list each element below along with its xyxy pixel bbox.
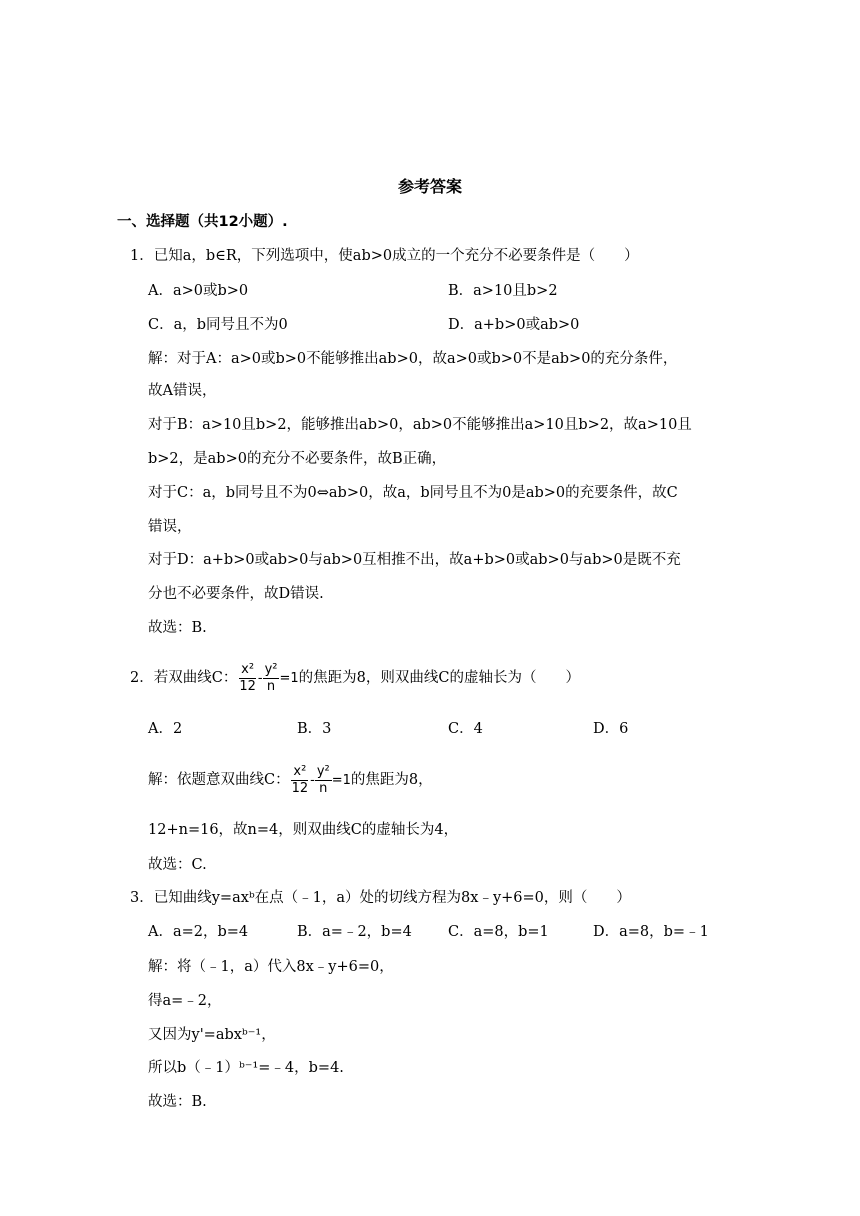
q1-stem: 1．已知a，b∈R，下列选项中，使ab>0成立的一个充分不必要条件是（ ） bbox=[130, 248, 639, 264]
q2-solution-line bbox=[148, 762, 433, 799]
q2-option-c: C．4 bbox=[448, 721, 483, 737]
q1-option-d: D．a+b>0或ab>0 bbox=[448, 317, 580, 333]
q1-option-c: C．a，b同号且不为0 bbox=[148, 317, 288, 333]
q2-stem-prefix: 2．若双曲线C： bbox=[130, 670, 238, 686]
q3-solution-line: 所以b（﹣1）ᵇ⁻¹=﹣4，b=4. bbox=[148, 1060, 344, 1076]
q1-answer: 故选：B. bbox=[148, 620, 207, 636]
q1-solution-line: 分也不必要条件，故D错误. bbox=[148, 586, 324, 602]
fraction-denominator: n bbox=[266, 678, 276, 694]
equals-one: =1 bbox=[279, 671, 299, 686]
fraction-numerator: x² bbox=[293, 763, 307, 779]
q3-option-c: C．a=8，b=1 bbox=[448, 924, 549, 940]
page-title: 参考答案 bbox=[397, 177, 462, 196]
minus-sign: - bbox=[257, 671, 263, 686]
fraction-denominator: n bbox=[319, 780, 328, 796]
q1-solution-line: b>2，是ab>0的充分不必要条件，故B正确， bbox=[148, 451, 447, 467]
fraction-numerator: y² bbox=[264, 661, 278, 677]
q1-solution-line: 解：对于A：a>0或b>0不能够推出ab>0，故a>0或b>0不是ab>0的充分条件， bbox=[148, 351, 678, 367]
q2-option-d: D．6 bbox=[593, 721, 629, 737]
q2-fraction-y bbox=[263, 662, 280, 695]
q2-solution-suffix: 的焦距为8， bbox=[350, 772, 433, 788]
q2-stem bbox=[130, 660, 580, 697]
q2-stem-suffix: 的焦距为8，则双曲线C的虚轴长为（ ） bbox=[298, 670, 580, 686]
fraction-numerator: x² bbox=[241, 661, 255, 677]
q1-solution-line: 对于B：a>10且b>2，能够推出ab>0，ab>0不能够推出a>10且b>2，故a>10且 bbox=[148, 417, 692, 433]
q3-option-d: D．a=8，b=﹣1 bbox=[593, 924, 709, 940]
q1-solution-line: 故A错误， bbox=[148, 383, 217, 399]
q3-stem: 3．已知曲线y=axᵇ在点（﹣1，a）处的切线方程为8x﹣y+6=0，则（ ） bbox=[130, 890, 631, 906]
q2-solution-fraction-x bbox=[290, 764, 311, 797]
q2-option-a: A．2 bbox=[148, 721, 183, 737]
q1-solution-line: 错误， bbox=[148, 519, 192, 535]
q3-solution-line: 得a=﹣2， bbox=[148, 993, 222, 1009]
fraction-numerator: y² bbox=[316, 763, 330, 779]
q2-solution-prefix: 解：依题意双曲线C： bbox=[148, 772, 290, 788]
q2-solution-fraction-y bbox=[315, 764, 332, 797]
fraction-denominator: 12 bbox=[291, 780, 309, 796]
q3-option-b: B．a=﹣2，b=4 bbox=[297, 924, 412, 940]
q3-solution-line: 解：将（﹣1，a）代入8x﹣y+6=0， bbox=[148, 959, 394, 975]
q1-option-a: A．a>0或b>0 bbox=[148, 283, 249, 299]
q2-answer: 故选：C. bbox=[148, 857, 207, 873]
q3-answer: 故选：B. bbox=[148, 1094, 207, 1110]
q2-fraction-x bbox=[237, 662, 258, 695]
q2-solution-line: 12+n=16，故n=4，则双曲线C的虚轴长为4， bbox=[148, 822, 459, 838]
q1-solution-line: 对于C：a，b同号且不为0⇔ab>0，故a，b同号且不为0是ab>0的充要条件，故C bbox=[148, 485, 678, 501]
equals-one: =1 bbox=[331, 773, 351, 788]
q2-option-b: B．3 bbox=[297, 721, 332, 737]
section-heading: 一、选择题（共12小题）. bbox=[117, 214, 288, 230]
q3-solution-line: 又因为y'=abxᵇ⁻¹， bbox=[148, 1027, 276, 1043]
q1-solution-line: 对于D：a+b>0或ab>0与ab>0互相推不出，故a+b>0或ab>0与ab>0是既不充 bbox=[148, 552, 681, 568]
q3-option-a: A．a=2，b=4 bbox=[148, 924, 249, 940]
minus-sign: - bbox=[310, 773, 315, 788]
fraction-denominator: 12 bbox=[239, 678, 256, 694]
q1-option-b: B．a>10且b>2 bbox=[448, 283, 558, 299]
